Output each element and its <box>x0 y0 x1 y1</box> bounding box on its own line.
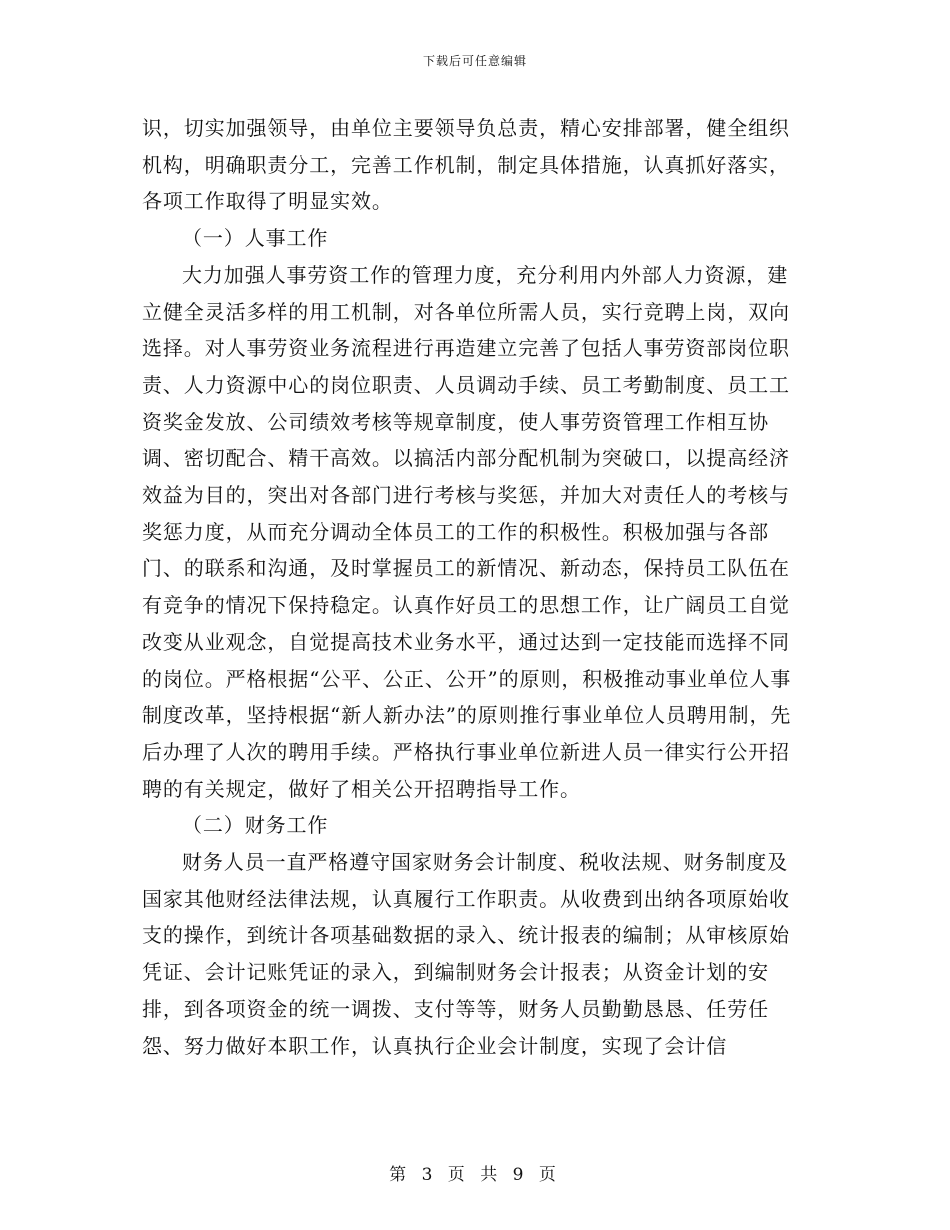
section-heading-personnel: （一）人事工作 <box>182 226 329 251</box>
page-number-footer: 第 3 页 共 9 页 <box>389 1165 561 1185</box>
paragraph-personnel: 大力加强人事劳资工作的管理力度，充分利用内外部人力资源，建立健全灵活多样的用工机制，对各单位所需人员，实行竞聘上岗，双向选择。对人事劳资业务流程进行再造建立完善了包括人事劳资部岗位职责、人力资源中心的岗位职责、人员调动手续、员工考勤制度、员工工资奖金发放、公司绩效考核等规章制度，使人事劳资管理工作相互协调、密切配合、精干高效。以搞活内部分配机制为突破口，以提高经济效益为目的，突出对各部门进行考核与奖惩，并加大对责任人的考核与奖惩力度，从而充分调动全体员工的工作的积极性。积极加强与各部门、的联系和沟通，及时掌握员工的新情况、新动态，保持员工队伍在有竞争的情况下保持稳定。认真作好员工的思想工作，让广阔员工自觉改变从业观念，自觉提高技术业务水平，通过达到一定技能而选择不同的岗位。严格根据“公平、公正、公开”的原则，积极推动事业单位人事制度改革，坚持根据“新人新办法”的原则推行事业单位人员聘用制，先后办理了人次的聘用手续。严格执行事业单位新进人员一律实行公开招聘的有关规定，做好了相关公开招聘指导工作。 <box>142 262 792 801</box>
document-body <box>142 110 808 1064</box>
page-header: 下载后可任意编辑 <box>422 54 527 68</box>
section-heading-finance: （二）财务工作 <box>182 813 329 838</box>
paragraph-continuation: 识，切实加强领导，由单位主要领导负总责，精心安排部署，健全组织机构，明确职责分工，完善工作机制，制定具体措施，认真抓好落实，各项工作取得了明显实效。 <box>142 116 790 214</box>
paragraph-finance: 财务人员一直严格遵守国家财务会计制度、税收法规、财务制度及国家其他财经法律法规，认真履行工作职责。从收费到出纳各项原始收支的操作，到统计各项基础数据的录入、统计报表的编制；从审核原始凭证、会计记账凭证的录入，到编制财务会计报表；从资金计划的安排，到各项资金的统一调拨、支付等等，财务人员勤勤恳恳、任劳任怨、努力做好本职工作，认真执行企业会计制度，实现了会计信 <box>142 850 790 1058</box>
